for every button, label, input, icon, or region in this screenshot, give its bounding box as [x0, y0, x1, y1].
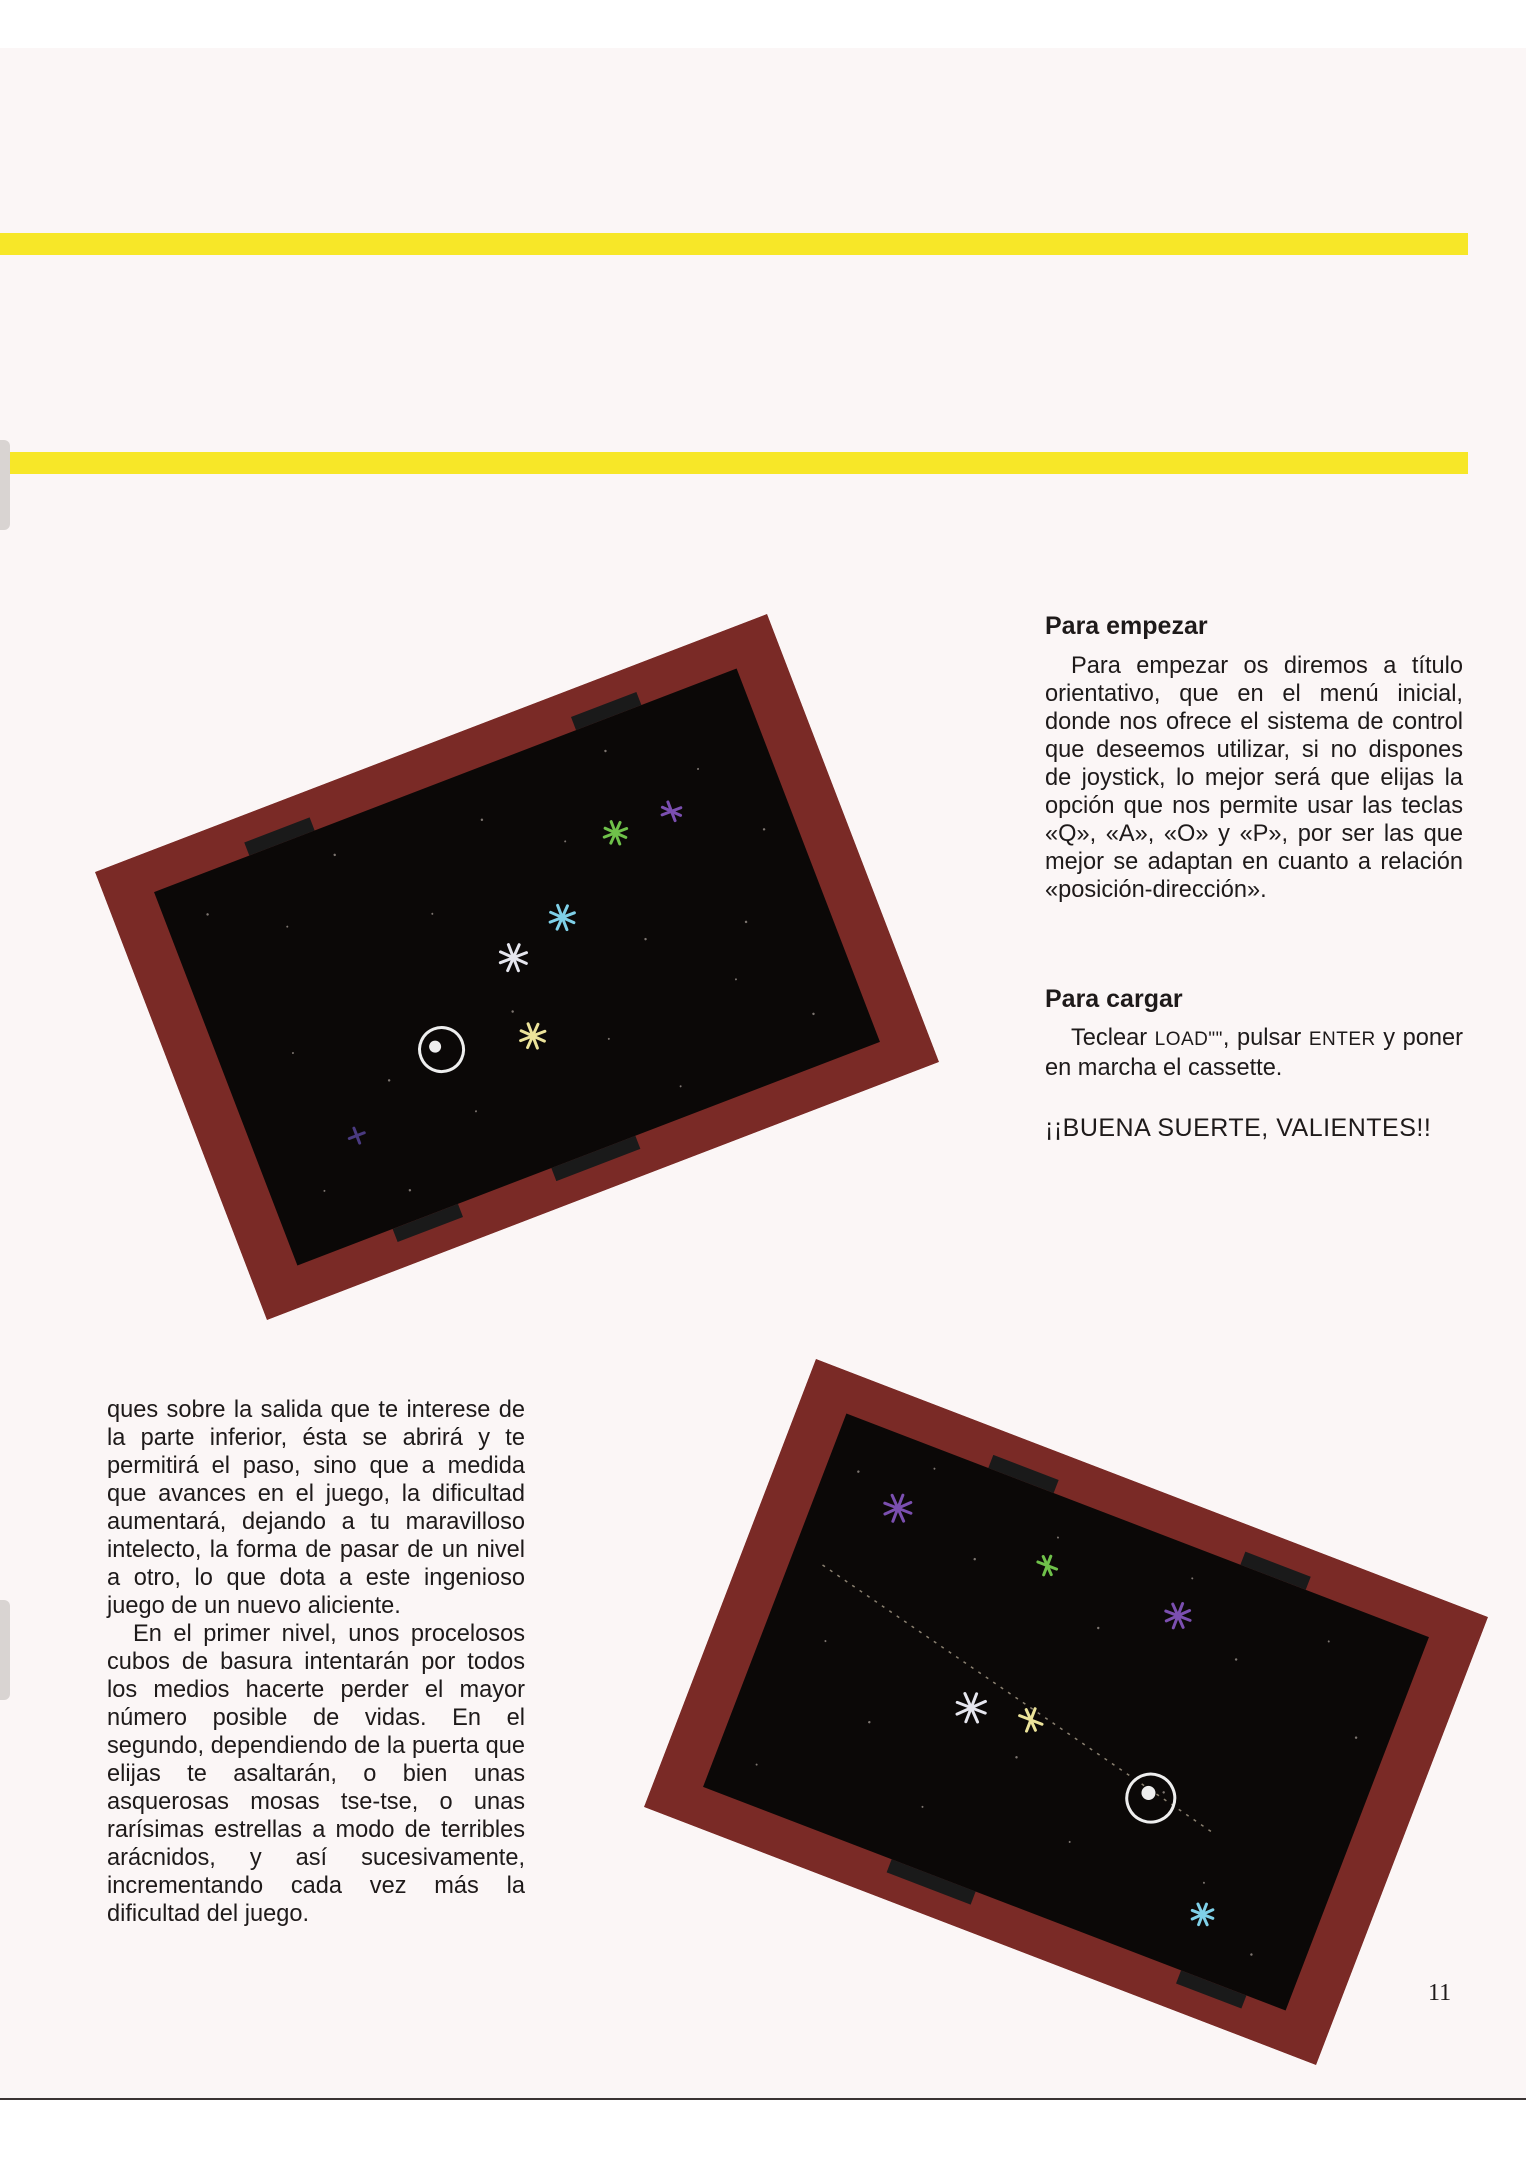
load-text-before: Teclear — [1071, 1025, 1155, 1051]
game-screenshot-2 — [644, 1359, 1488, 2065]
left-column-text — [107, 1396, 525, 1928]
load-command: LOAD"" — [1154, 1029, 1223, 1050]
left-paragraph-2: En el primer nivel, unos procelosos cubos de basura intentarán por todos los medios hacerte perder el mayor número posible de vidas. En el segundo, dependiendo de la puerta que elijas te asaltarán, o bien unas asquerosas mosas tse-tse, o unas rarísimas estrellas a modo de terribles arácnidos, y así sucesivamente, incrementando cada vez más la dificultad del juego. — [107, 1621, 525, 1927]
closing-exclamation: ¡¡BUENA SUERTE, VALIENTES!! — [1045, 1114, 1432, 1142]
binding-clip-bottom — [0, 1600, 10, 1700]
bottom-border — [0, 2100, 1526, 2160]
load-text-after: y poner en marcha el cassette. — [1045, 1025, 1463, 1081]
enter-key: ENTER — [1308, 1029, 1376, 1050]
paragraph-para-cargar — [1045, 1024, 1463, 1082]
yellow-stripe-top — [0, 233, 1468, 255]
left-paragraph-1: ques sobre la salida que te interese de la parte inferior, ésta se abrirá y te permitirá el paso, sino que a medida que avances en el juego, la dificultad aumentará, dejando a tu maravilloso intelecto, la forma de pasar de un nivel a otro, lo que dota a este ingenioso juego de un nuevo aliciente. — [107, 1397, 525, 1619]
game-screenshot-1 — [95, 614, 939, 1320]
paragraph-para-empezar — [1045, 652, 1463, 904]
page-number: 11 — [1428, 1980, 1452, 2006]
load-text-mid: , pulsar — [1222, 1025, 1309, 1051]
yellow-stripe-bottom — [0, 452, 1468, 474]
top-border — [0, 0, 1526, 48]
heading-para-empezar: Para empezar — [1045, 612, 1208, 640]
binding-clip-top — [0, 440, 10, 530]
paragraph-start-text: Para empezar os diremos a título orientativo, que en el menú inicial, donde nos ofrece el sistema de control que deseemos utilizar, si no dispones de joystick, lo mejor será que elijas la opción que nos permite usar las teclas «Q», «A», «O» y «P», por ser las que mejor se adaptan en cuanto a relación «posición-dirección». — [1045, 653, 1463, 903]
heading-para-cargar: Para cargar — [1045, 985, 1183, 1013]
